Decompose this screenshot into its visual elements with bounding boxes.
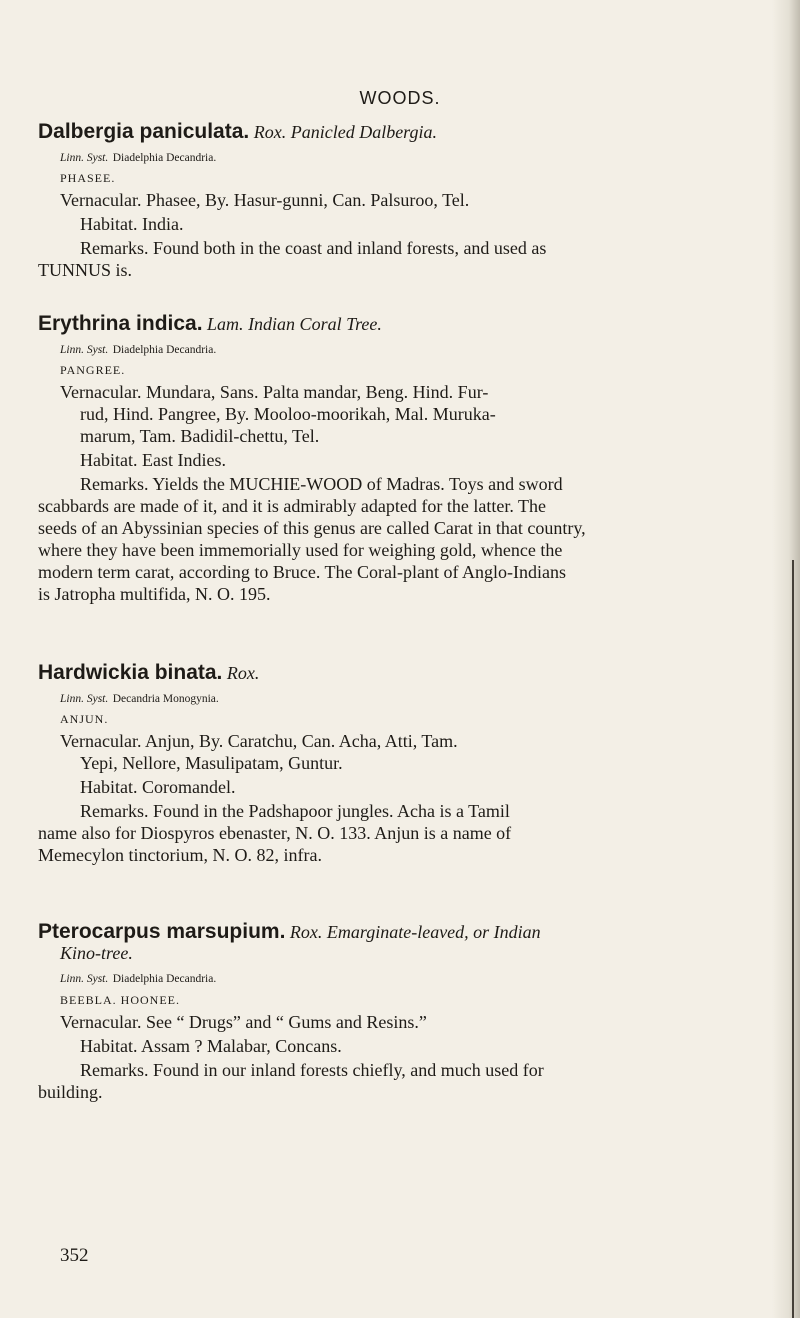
remarks-line: seeds of an Abyssinian species of this genus are called Carat in that country, [38, 518, 586, 538]
trade-name: PANGREE. [60, 363, 126, 377]
common-name: Panicled Dalbergia. [290, 122, 438, 142]
page-edge-shadow [772, 0, 800, 1318]
trade-name: ANJUN. [60, 712, 109, 726]
species-name: Hardwickia binata. [38, 661, 223, 684]
linn-label: Linn. Syst. [60, 693, 109, 705]
remarks-line: name also for Diospyros ebenaster, N. O. 133. Anjun is a name of [38, 823, 512, 843]
running-head: WOODS. [359, 88, 441, 108]
habitat-line: Habitat. India. [80, 214, 184, 234]
common-name-cont: Kino-tree. [60, 943, 133, 963]
linn-value: Decandria Monogynia. [112, 693, 219, 705]
vernacular-line: marum, Tam. Badidil-chettu, Tel. [80, 426, 320, 446]
habitat-line: Habitat. East Indies. [80, 450, 226, 470]
vernacular-line: Yepi, Nellore, Masulipatam, Guntur. [80, 753, 343, 773]
remarks-line: where they have been immemorially used for weighing gold, whence the [38, 540, 563, 560]
vernacular-line: Vernacular. See “ Drugs” and “ Gums and Resins.” [60, 1012, 427, 1032]
remarks-line: modern term carat, according to Bruce. The Coral-plant of Anglo-Indians [38, 562, 566, 582]
authority: Rox. [253, 122, 287, 142]
linn-value: Diadelphia Decandria. [112, 344, 217, 356]
linn-label: Linn. Syst. [60, 152, 109, 164]
species-name: Dalbergia paniculata. [38, 120, 250, 143]
remarks-line: building. [38, 1082, 103, 1102]
species-name: Erythrina indica. [38, 312, 203, 335]
remarks-line: TUNNUS is. [38, 260, 133, 280]
habitat-line: Habitat. Assam ? Malabar, Concans. [80, 1036, 342, 1056]
linn-value: Diadelphia Decandria. [112, 973, 217, 985]
linn-value: Diadelphia Decandria. [112, 152, 217, 164]
remarks-line: scabbards are made of it, and it is admirably adapted for the latter. The [38, 496, 546, 516]
remarks-line: Remarks. Found both in the coast and inland forests, and used as [80, 238, 547, 258]
linn-label: Linn. Syst. [60, 344, 109, 356]
habitat-line: Habitat. Coromandel. [80, 777, 236, 797]
trade-name: BEEBLA. HOONEE. [60, 993, 180, 1007]
common-name: Emarginate-leaved, or Indian [326, 922, 541, 942]
authority: Rox. [289, 922, 323, 942]
vernacular-line: rud, Hind. Pangree, By. Mooloo-moorikah, Mal. Muruka- [80, 404, 496, 424]
vernacular-line: Vernacular. Mundara, Sans. Palta mandar, Beng. Hind. Fur- [60, 382, 489, 402]
authority: Lam. [207, 314, 244, 334]
remarks-line: is Jatropha multifida, N. O. 195. [38, 584, 271, 604]
remarks-line: Remarks. Yields the MUCHIE-WOOD of Madras. Toys and sword [80, 474, 563, 494]
common-name: Indian Coral Tree. [248, 314, 382, 334]
page-number: 352 [60, 1245, 89, 1266]
trade-name: PHASEE. [60, 171, 116, 185]
vernacular-line: Vernacular. Phasee, By. Hasur-gunni, Can. Palsuroo, Tel. [60, 190, 470, 210]
linn-label: Linn. Syst. [60, 973, 109, 985]
remarks-line: Remarks. Found in the Padshapoor jungles. Acha is a Tamil [80, 801, 510, 821]
vernacular-line: Vernacular. Anjun, By. Caratchu, Can. Acha, Atti, Tam. [60, 731, 458, 751]
species-name: Pterocarpus marsupium. [38, 920, 286, 943]
remarks-line: Memecylon tinctorium, N. O. 82, infra. [38, 845, 322, 865]
authority: Rox. [226, 663, 260, 683]
page-edge-line [792, 560, 794, 1318]
remarks-line: Remarks. Found in our inland forests chiefly, and much used for [80, 1060, 544, 1080]
